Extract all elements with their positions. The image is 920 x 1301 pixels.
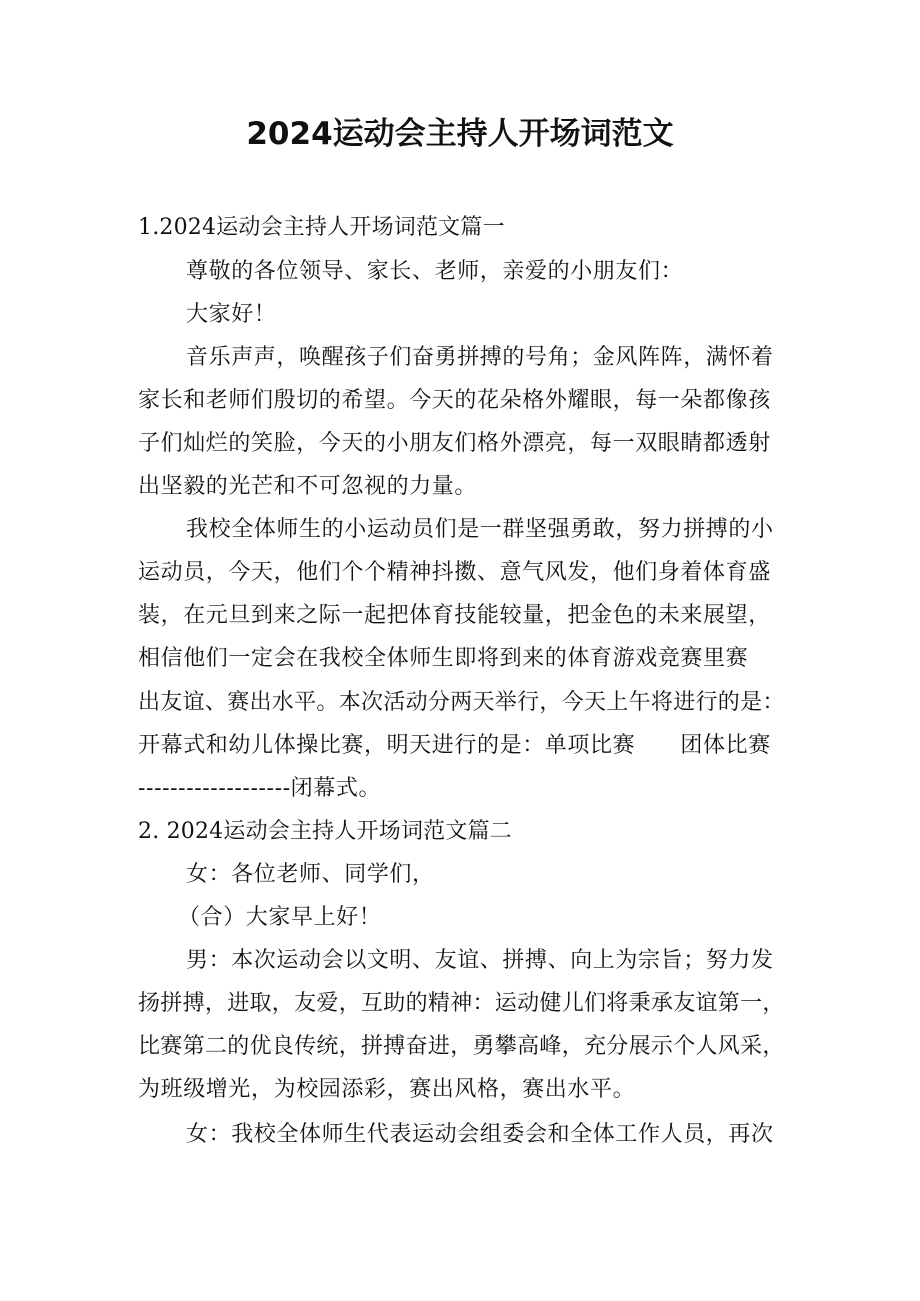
paragraph-line: -------------------闭幕式。 [138,776,382,801]
section-heading-2: 2. 2024运动会主持人开场词范文篇二 [138,819,512,844]
document-title: 2024运动会主持人开场词范文 [246,116,674,152]
paragraph-line: 为班级增光，为校园添彩，赛出风格，赛出水平。 [138,1077,636,1102]
paragraph-line: 尊敬的各位领导、家长、老师，亲爱的小朋友们： [186,259,684,284]
paragraph-line: 男：本次运动会以文明、友谊、拼搏、向上为宗旨；努力发 [186,948,774,973]
paragraph-line: 运动员，今天，他们个个精神抖擞、意气风发，他们身着体育盛 [138,560,771,585]
paragraph-line: 装，在元旦到来之际一起把体育技能较量，把金色的未来展望， [138,603,771,628]
paragraph-line: 出友谊、赛出水平。本次活动分两天举行，今天上午将进行的是： [138,690,785,715]
section-heading-1: 1.2024运动会主持人开场词范文篇一 [138,215,505,240]
paragraph-line: 相信他们一定会在我校全体师生即将到来的体育游戏竞赛里赛 [138,646,749,671]
paragraph-line: 女：各位老师、同学们， [186,862,435,887]
paragraph-line: 家长和老师们殷切的希望。今天的花朵格外耀眼，每一朵都像孩 [138,388,771,413]
paragraph-line: 出坚毅的光芒和不可忽视的力量。 [138,474,478,499]
paragraph-line: 音乐声声，唤醒孩子们奋勇拼搏的号角；金风阵阵，满怀着 [186,345,774,370]
paragraph-line: 我校全体师生的小运动员们是一群坚强勇敢，努力拼搏的小 [186,517,774,542]
paragraph-line: 子们灿烂的笑脸，今天的小朋友们格外漂亮，每一双眼睛都透射 [138,431,771,456]
paragraph-line: 女：我校全体师生代表运动会组委会和全体工作人员，再次 [186,1122,774,1147]
paragraph-line: 扬拼搏，进取，友爱，互助的精神：运动健儿们将秉承友谊第一， [138,991,785,1016]
paragraph-line: （合）大家早上好！ [178,905,382,930]
paragraph-line: 比赛第二的优良传统，拼搏奋进，勇攀高峰，充分展示个人风采， [138,1034,785,1059]
paragraph-line: 大家好！ [186,302,277,327]
paragraph-line: 开幕式和幼儿体操比赛，明天进行的是：单项比赛 团体比赛 [138,733,771,758]
